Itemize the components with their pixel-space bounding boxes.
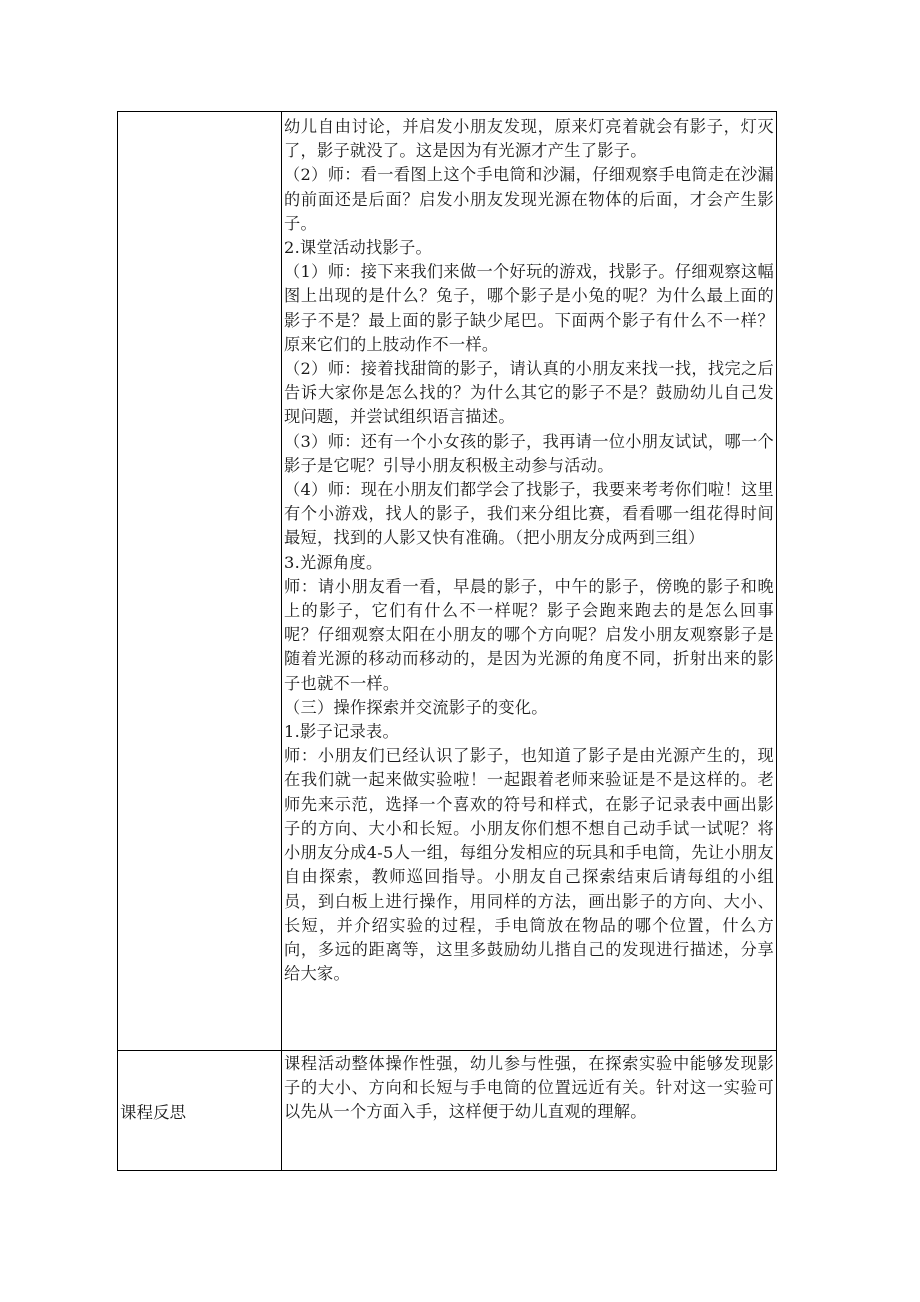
- section-heading-explore: （三）操作探索并交流影子的变化。: [284, 697, 548, 717]
- activity-process-content-cell: [282, 112, 777, 1051]
- section-heading-record-table: 1.影子记录表。: [284, 722, 399, 742]
- reflection-label-cell: [118, 1051, 282, 1171]
- paragraph-discussion: 幼儿自由讨论，并启发小朋友发现，原来灯亮着就会有影子，灯灭了，影子就没了。这是因为有光源才产生了影子。: [284, 117, 774, 161]
- paragraph-experiment: 师：小朋友们已经认识了影子，也知道了影子是由光源产生的，现在我们就一起来做实验啦！一起跟着老师来验证是不是这样的。老师先来示范，选择一个喜欢的符号和样式，在影子记录表中画出影子的方向、大小和长短。小朋友你们想不想自己动手试一试呢？将小朋友分成4-5人一组，每组分发相应的玩具和手电筒，先让小朋友自由探索，教师巡回指导。小朋友自己探索结束后请每组的小组员，到白板上进行操作，用同样的方法，画出影子的方向、大小、长短，并介绍实验的过程，手电筒放在物品的哪个位置，什么方向，多远的距离等，这里多鼓励幼儿揩自己的发现进行描述，分享给大家。: [284, 746, 774, 984]
- reflection-text: 课程活动整体操作性强，幼儿参与性强，在探索实验中能够发现影子的大小、方向和长短与手电筒的位置远近有关。针对这一实验可以先从一个方面入手，这样便于幼儿直观的理解。: [284, 1054, 774, 1122]
- paragraph-flashlight-hourglass: （2）师：看一看图上这个手电筒和沙漏，仔细观察手电筒走在沙漏的前面还是后面？启发小朋友发现光源在物体的后面，才会产生影子。: [284, 165, 774, 233]
- activity-process-label-cell: [118, 112, 282, 1051]
- activity-process-row: [118, 112, 777, 1051]
- paragraph-rabbit-shadow: （1）师：接下来我们来做一个好玩的游戏，找影子。仔细观察这幅图上出现的是什么？兔子，哪个影子是小兔的呢？为什么最上面的影子不是？最上面的影子缺少尾巴。下面两个影子有什么不一样？原来它们的上肢动作不一样。: [284, 262, 774, 354]
- paragraph-group-game: （4）师：现在小朋友们都学会了找影子，我要来考考你们啦！这里有个小游戏，找人的影子，我们来分组比赛，看看哪一组花得时间最短，找到的人影又快有准确。（把小朋友分成两到三组）: [284, 480, 774, 548]
- paragraph-icecream-shadow: （2）师：接着找甜筒的影子，请认真的小朋友来找一找，找完之后告诉大家你是怎么找的？为什么其它的影子不是？鼓励幼儿自己发现问题，并尝试组织语言描述。: [284, 359, 774, 427]
- reflection-row: [118, 1051, 777, 1171]
- reflection-content-cell: [282, 1051, 777, 1171]
- lesson-table: [117, 111, 777, 1171]
- paragraph-light-angle: 师：请小朋友看一看，早晨的影子，中午的影子，傍晚的影子和晚上的影子，它们有什么不一样呢？影子会跑来跑去的是怎么回事呢？仔细观察太阳在小朋友的哪个方向呢？启发小朋友观察影子是随着光源的移动而移动的，是因为光源的角度不同，折射出来的影子也就不一样。: [284, 576, 774, 693]
- paragraph-girl-shadow: （3）师：还有一个小女孩的影子，我再请一位小朋友试试，哪一个影子是它呢？引导小朋友积极主动参与活动。: [284, 431, 774, 475]
- section-heading-light-angle: 3.光源角度。: [284, 552, 383, 572]
- reflection-label: 课程反思: [120, 1102, 186, 1122]
- activity-process-text: [282, 112, 776, 986]
- section-heading-find-shadow: 2.课堂活动找影子。: [284, 238, 432, 258]
